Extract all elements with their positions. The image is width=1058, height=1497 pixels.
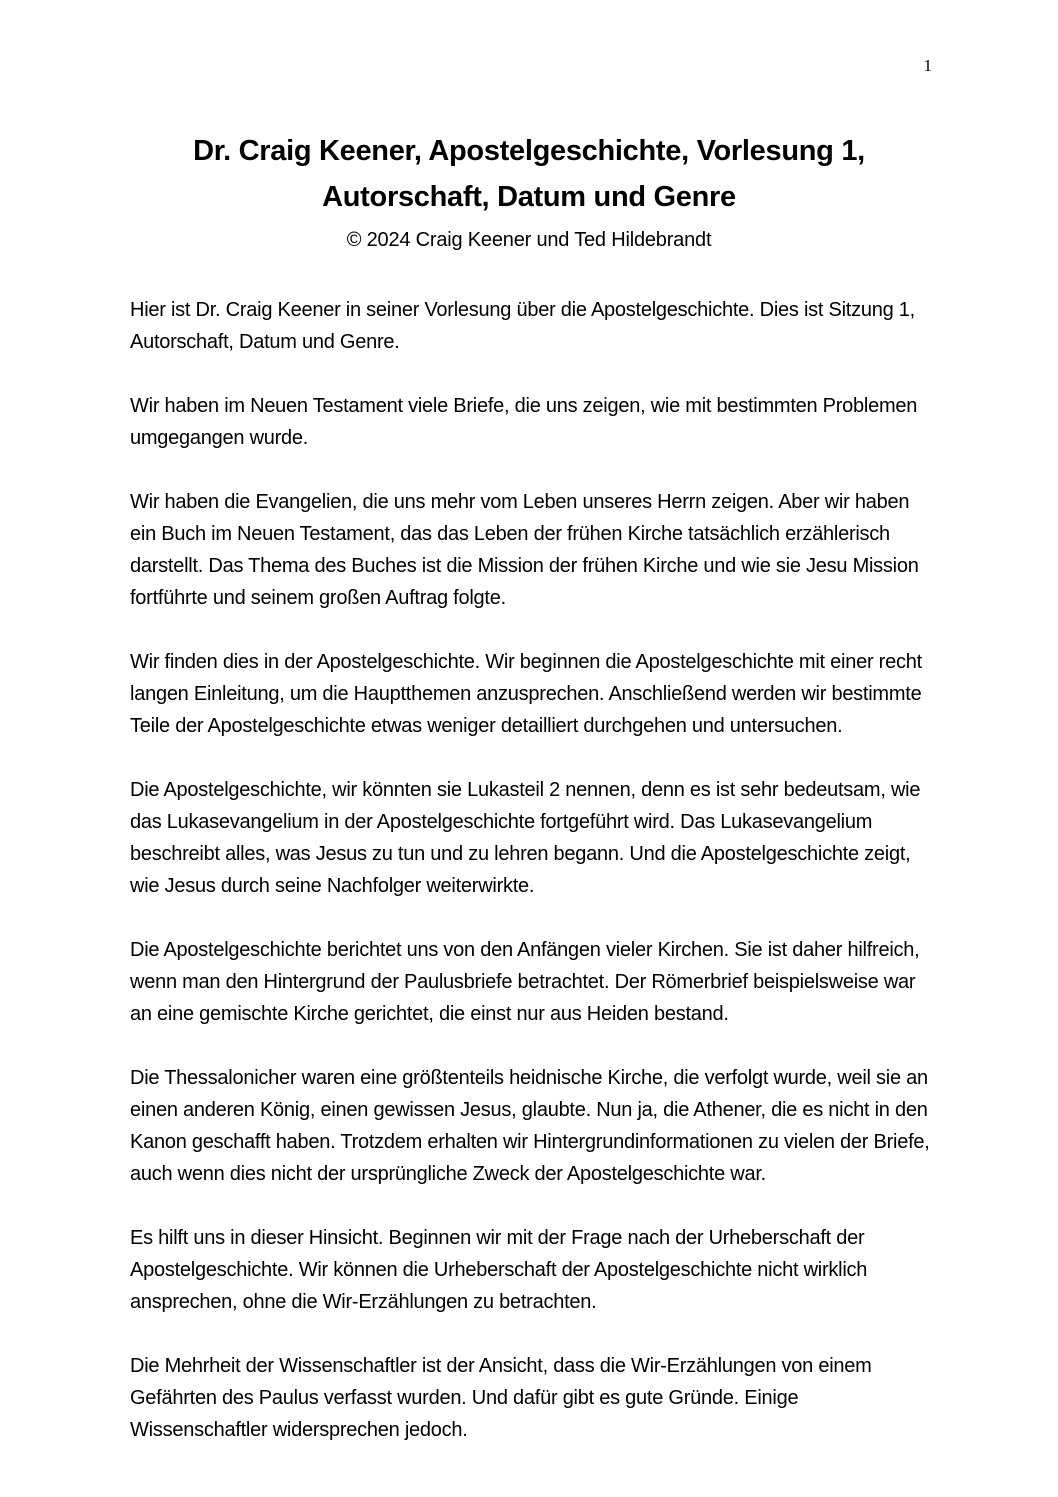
copyright-line: © 2024 Craig Keener und Ted Hildebrandt: [346, 229, 712, 251]
paragraph: Wir haben im Neuen Testament viele Briefe, die uns zeigen, wie mit bestimmten Problemen umgegangen wurde.: [130, 395, 918, 449]
title-line-2: Autorschaft, Datum und Genre: [322, 181, 736, 213]
paragraph: Die Apostelgeschichte berichtet uns von den Anfängen vieler Kirchen. Sie ist daher hilfreich, wenn man den Hintergrund der Paulusbriefe betrachtet. Der Römerbrief beispielsweise war an eine gemischte Kirche gerichtet, die einst nur aus Heiden bestand.: [130, 939, 920, 1025]
paragraph: Die Thessalonicher waren eine größtenteils heidnische Kirche, die verfolgt wurde, weil sie an einen anderen König, einen gewissen Jesus, glaubte. Nun ja, die Athener, die es nicht in den Kanon geschafft haben. Trotzdem erhalten wir Hintergrundinformationen zu vielen der Briefe, auch wenn dies nicht der ursprüngliche Zweck der Apostelgeschichte war.: [130, 1067, 930, 1185]
title-line-1: Dr. Craig Keener, Apostelgeschichte, Vorlesung 1,: [193, 135, 865, 167]
paragraph: Die Apostelgeschichte, wir könnten sie Lukasteil 2 nennen, denn es ist sehr bedeutsam, wie das Lukasevangelium in der Apostelgeschichte fortgeführt wird. Das Lukasevangelium beschreibt alles, was Jesus zu tun und zu lehren begann. Und die Apostelgeschichte zeigt, wie Jesus durch seine Nachfolger weiterwirkte.: [130, 779, 921, 897]
paragraph: Hier ist Dr. Craig Keener in seiner Vorlesung über die Apostelgeschichte. Dies ist Sitzung 1, Autorschaft, Datum und Genre.: [130, 299, 915, 353]
document-header: [110, 128, 948, 254]
paragraph: Wir haben die Evangelien, die uns mehr vom Leben unseres Herrn zeigen. Aber wir haben ein Buch im Neuen Testament, das das Leben der frühen Kirche tatsächlich erzählerisch darstellt. Das Thema des Buches ist die Mission der frühen Kirche und wie sie Jesu Mission fortführte und seinem großen Auftrag folgte.: [130, 491, 919, 609]
document-body: [130, 294, 930, 1446]
paragraph: Wir finden dies in der Apostelgeschichte. Wir beginnen die Apostelgeschichte mit einer recht langen Einleitung, um die Hauptthemen anzusprechen. Anschließend werden wir bestimmte Teile der Apostelgeschichte etwas weniger detailliert durchgehen und untersuchen.: [130, 651, 922, 737]
paragraph: Die Mehrheit der Wissenschaftler ist der Ansicht, dass die Wir-Erzählungen von einem Gefährten des Paulus verfasst wurden. Und dafür gibt es gute Gründe. Einige Wissenschaftler widersprechen jedoch.: [130, 1355, 872, 1441]
paragraph: Es hilft uns in dieser Hinsicht. Beginnen wir mit der Frage nach der Urheberschaft der Apostelgeschichte. Wir können die Urheberschaft der Apostelgeschichte nicht wirklich ansprechen, ohne die Wir-Erzählungen zu betrachten.: [130, 1227, 868, 1313]
document-title: [110, 128, 948, 220]
page-number: 1: [923, 56, 932, 75]
